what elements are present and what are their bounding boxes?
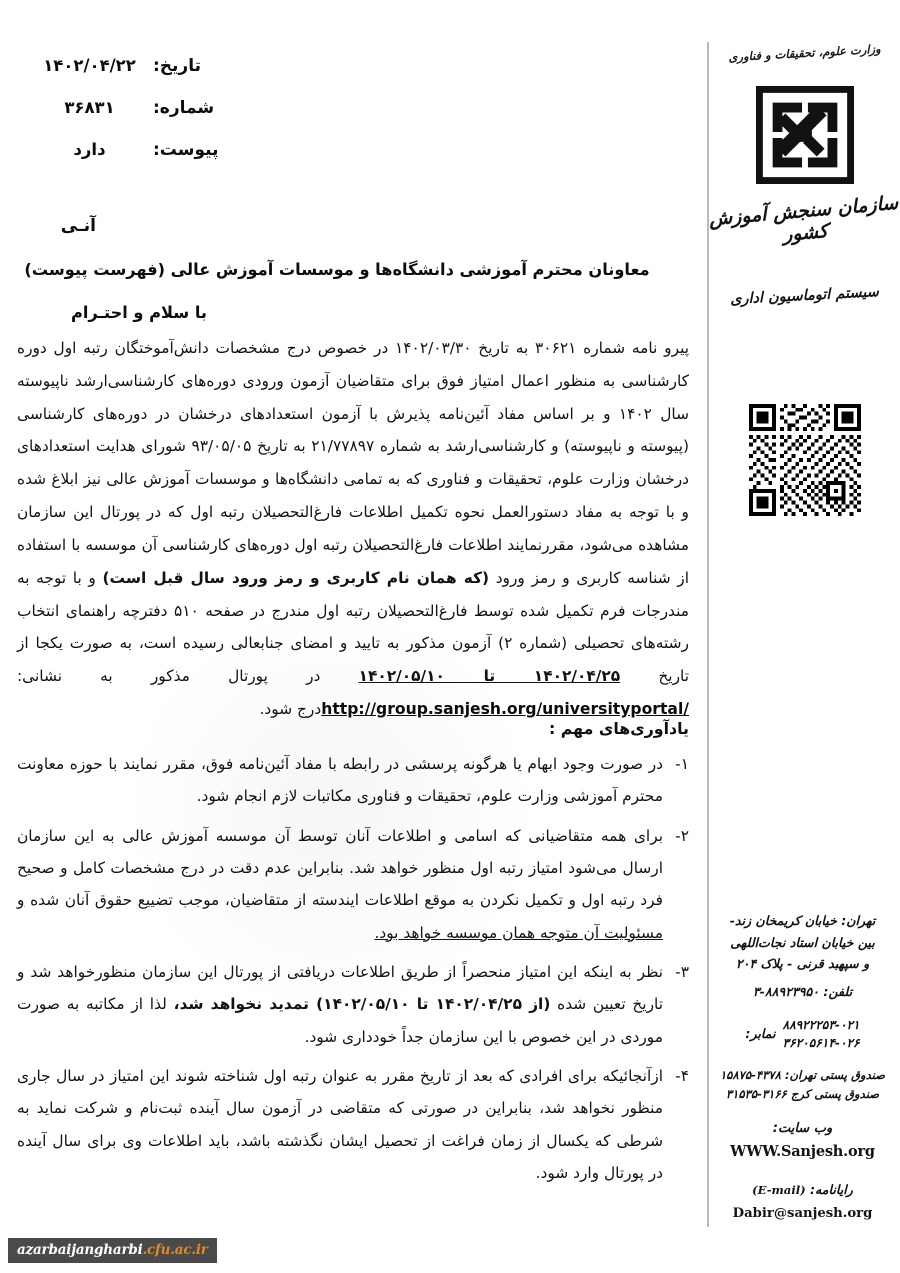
recipient-line: معاونان محترم آموزشی دانشگاه‌ها و موسسات آموزش عالی (فهرست پیوست) [24,260,650,279]
body-bold-credentials: (که همان نام کاربری و رمز ورود سال قبل است) [102,568,490,587]
reminders-heading: یادآوری‌های مهم : [548,719,689,738]
email-label-latin: (E-mail) [752,1183,806,1198]
website-url[interactable]: WWW.Sanjesh.org [730,1143,875,1161]
telephone-label: تلفن: [823,983,853,999]
body-part-2: و با توجه به مندرجات فرم تکمیل شده توسط فارغ‌التحصیلان رتبه اول مندرج در صفحه ۵۱۰ دفترچه راهنمای انتخاب رشته‌های تحصیلی (شماره ۲) آزمون مذکور به تایید و امضای جنابعالی رسیده است، به صورت یکجا از تاریخ [17,568,689,686]
fax-values [783,1016,860,1053]
site-watermark-name: azarbaijangharbi [17,1242,143,1258]
body-part-3: در پورتال مذکور به نشانی: [17,667,359,686]
site-watermark-domain: .cfu.ac.ir [142,1242,208,1258]
attachment-label: پیوست: [153,140,219,160]
qr-code [749,404,861,516]
sanjesh-logo [756,86,854,184]
address-line-3: و سپهبد قرنی - پلاک ۲۰۴ [735,956,870,972]
fax-label: نمابر: [745,1026,776,1042]
body-date-range: ۱۴۰۲/۰۴/۲۵ تا ۱۴۰۲/۰۵/۱۰ [358,667,621,686]
telephone [711,981,894,1003]
reminders-list [17,748,689,1196]
website-label: وب سایت: [772,1120,833,1136]
reminder-text-3 [17,956,663,1053]
reminder-number-2: ۲- [675,826,689,845]
letter-meta [26,56,241,182]
meta-row-date [26,56,241,76]
date-value: ۱۴۰۲/۰۴/۲۲ [43,56,136,75]
email-label-text: رایانامه: [810,1182,853,1198]
organization-name: سازمان سنجش آموزش کشور [708,191,900,246]
address-line-2: بین خیابان استاد نجات‌اللهی [730,934,875,950]
telephone-value: ۸۸۹۲۳۹۵۰-۳ [752,983,820,999]
portal-url[interactable]: http://group.sanjesh.org/universityportal/ [321,699,689,718]
fax-value-2: ۳۶۲۰۵۶۱۴-۰۲۶ [782,1035,860,1050]
contact-block [711,910,894,1226]
reminder-3-before: نظر به اینکه این امتیاز منحصراً از طریق اطلاعات دریافتی از پورتال این سازمان منظورخواهد شد و تاریخ تعیین شده [17,963,663,1014]
reminder-number-3: ۳- [675,963,689,982]
po-box-tehran: صندوق پستی تهران: ۴۳۷۸-۱۵۸۷۵ [719,1068,886,1083]
fax-row [711,1016,894,1053]
po-box-block [711,1066,894,1104]
reminder-text-1: در صورت وجود ابهام یا هرگونه پرسشی در رابطه با مفاد آئین‌نامه فوق، مقرر نمایند با حوزه معاونت محترم آموزشی وزارت علوم، تحقیقات و فناوری مکاتبات لازم انجام شود. [17,755,663,806]
salutation: با سلام و احتـرام [70,303,207,322]
list-item [17,956,689,1053]
reminder-number-1: ۱- [675,755,689,773]
reminder-text-4: ازآنجائیکه برای افرادی که بعد از تاریخ مقرر به عنوان رتبه اول شناخته شوند این امتیاز در سال جاری منظور نخواهد شد، بنابراین در صورتی که متقاضی در آزمون سال آینده ثبت‌نام و شرکت نماید به شرطی که یکسال از زمان فراغت از تحصیل ایشان نگذشته باشد، باید اطلاعات وی برای سال آینده در پورتال وارد شود. [17,1067,663,1183]
address-line-1: تهران: خیابان کریمخان زند- [729,913,876,928]
list-item [17,820,689,949]
list-item [17,1060,689,1189]
body-part-1: پیرو نامه شماره ۳۰۶۲۱ به تاریخ ۱۴۰۲/۰۳/۳۰ در خصوص درج مشخصات دانش‌آموختگان رتبه اول دوره کارشناسی به منظور اعمال امتیاز فوق برای متقاضیان آزمون ورودی دوره‌های کارشناسی‌ارشد ناپیوسته سال ۱۴۰۲ و بر اساس مفاد آئین‌نامه پذیرش با آزمون استعدادهای درخشان در دوره‌های کارشناسی (پیوسته و ناپیوسته) و کارشناسی‌ارشد به شماره ۲۱/۷۷۸۹۷ به تاریخ ۹۳/۰۵/۰۵ شورای هدایت استعدادهای درخشان وزارت علوم، تحقیقات و فناوری که به تمامی دانشگاه‌ها و موسسات آموزش عالی نیز ابلاغ شده و با توجه به مفاد دستورالعمل نحوه تکمیل اطلاعات فارغ‌التحصیلان رتبه اول که در پورتال این سازمان مشاهده می‌شود، مقررنمایند اطلاعات فارغ‌التحصیلان رتبه اول دوره‌های کارشناسی آن موسسه با استفاده از شناسه کاربری و رمز ورود [17,339,690,587]
letter-body [17,332,689,726]
site-watermark-badge [8,1238,217,1263]
meta-row-attachment [26,140,241,160]
email-label [711,1179,894,1201]
email-address[interactable]: Dabir@sanjesh.org [732,1206,873,1222]
fax-value-1: ۸۸۹۲۲۲۵۳-۰۲۱ [782,1017,860,1032]
meta-row-number [26,98,241,118]
number-label: شماره: [153,98,215,118]
reminder-2-before: برای همه متقاضیانی که اسامی و اطلاعات آنان توسط آن موسسه آموزش عالی به این سازمان ارسال می‌شود امتیاز رتبه اول منظور خواهد شد. بنابراین عدم دقت در درج مشخصات کامل و صحیح فرد رتبه اول و تکمیل نکردن به موقع اطلاعات ایندسته از متقاضیان، موجب تضییع حقوق آنان شده [17,826,663,910]
reminder-number-4: ۴- [675,1067,689,1086]
number-value: ۳۶۸۳۱ [64,98,115,117]
attachment-value: دارد [73,140,106,159]
reminder-2-underlined: و مسئولیت آن متوجه همان موسسه خواهد بود. [17,891,663,942]
urgency-tag: آنـی [60,216,96,236]
ministry-name: وزارت علوم، تحقیقات و فناوری [728,41,881,65]
letter-content [15,0,697,1273]
letterhead [709,0,900,1273]
po-box-karaj: صندوق پستی کرج ۳۱۶۶-۳۱۵۳۵ [725,1087,880,1101]
list-item [17,748,689,813]
body-part-4: درج شود. [259,699,322,718]
reminder-3-bold: (از ۱۴۰۲/۰۴/۲۵ تا ۱۴۰۲/۰۵/۱۰) تمدید نخواهد شد، [173,995,551,1014]
reminder-text-2 [17,820,663,949]
date-label: تاریخ: [153,56,201,76]
reminder-3-after: لذا از مکاتبه به صورت موردی در این خصوص با این سازمان جداً خودداری شود. [17,995,663,1046]
automation-system-label: سیستم اتوماسیون اداری [729,284,880,308]
